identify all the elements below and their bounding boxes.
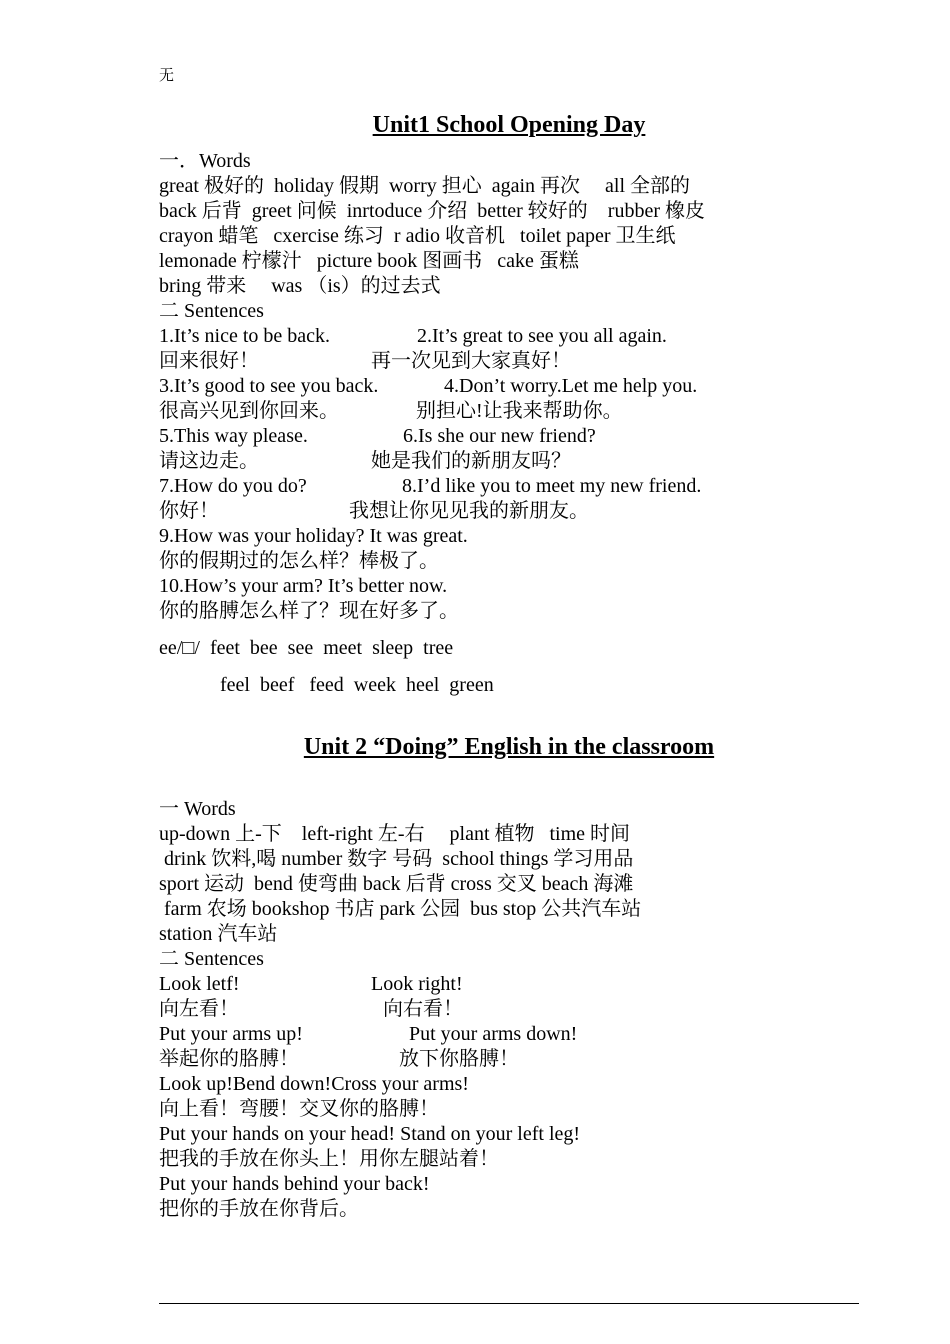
header-mark: 无 [159, 68, 175, 84]
sentence-zh: 再一次见到大家真好！ [371, 350, 571, 372]
unit2-word-line: farm 农场 bookshop 书店 park 公园 bus stop 公共汽车站 [159, 898, 642, 920]
sentence-en: 7.How do you do? [159, 475, 307, 497]
sentence-en: Put your arms up! [159, 1023, 303, 1045]
sentence-zh: 请这边走。 [159, 450, 259, 472]
unit1-word-line: bring 带来 was （is）的过去式 [159, 275, 441, 297]
sentence-zh: 向右看！ [383, 998, 463, 1020]
sentence-en: Look letf! [159, 973, 240, 995]
footer-rule [159, 1303, 859, 1304]
sentence-zh: 她是我们的新朋友吗？ [371, 450, 571, 472]
phonics-line: ee/□/ feet bee see meet sleep tree [159, 637, 454, 659]
unit1-title: Unit1 School Opening Day [372, 112, 646, 138]
unit1-sentences-heading: 二 Sentences [159, 300, 264, 322]
unit2-word-line: station 汽车站 [159, 923, 278, 945]
sentence-en: 10.How’s your arm? It’s better now. [159, 575, 448, 597]
sentence-en: Put your hands behind your back! [159, 1173, 430, 1195]
unit1-word-line: great 极好的 holiday 假期 worry 担心 again 再次 all 全部的 [159, 175, 691, 197]
sentence-zh: 别担心!让我来帮助你。 [416, 400, 623, 422]
phonics-line: feel beef feed week heel green [220, 674, 494, 696]
unit2-title: Unit 2 “Doing” English in the classroom [303, 734, 715, 760]
sentence-zh: 把你的手放在你背后。 [159, 1198, 359, 1220]
unit2-sentences-heading: 二 Sentences [159, 948, 264, 970]
sentence-en: Put your arms down! [409, 1023, 578, 1045]
sentence-zh: 举起你的胳膊！ [159, 1048, 299, 1070]
sentence-zh: 你的假期过的怎么样？棒极了。 [159, 550, 439, 572]
sentence-zh: 把我的手放在你头上！用你左腿站着！ [159, 1148, 499, 1170]
sentence-en: 8.I’d like you to meet my new friend. [402, 475, 702, 497]
sentence-en: Look right! [371, 973, 463, 995]
unit2-word-line: drink 饮料,喝 number 数字 号码 school things 学习用品 [159, 848, 634, 870]
unit1-word-line: crayon 蜡笔 cxercise 练习 r adio 收音机 toilet paper 卫生纸 [159, 225, 676, 247]
unit2-word-line: sport 运动 bend 使弯曲 back 后背 cross 交叉 beach 海滩 [159, 873, 634, 895]
sentence-en: 2.It’s great to see you all again. [417, 325, 667, 347]
sentence-zh: 很高兴见到你回来。 [159, 400, 339, 422]
sentence-zh: 我想让你见见我的新朋友。 [349, 500, 589, 522]
sentence-en: Put your hands on your head! Stand on your left leg! [159, 1123, 581, 1145]
unit1-word-line: lemonade 柠檬汁 picture book 图画书 cake 蛋糕 [159, 250, 579, 272]
sentence-zh: 向左看！ [159, 998, 239, 1020]
sentence-en: Look up!Bend down!Cross your arms! [159, 1073, 469, 1095]
sentence-zh: 放下你胳膊！ [399, 1048, 519, 1070]
sentence-en: 5.This way please. [159, 425, 308, 447]
sentence-en: 3.It’s good to see you back. [159, 375, 379, 397]
sentence-zh: 你的胳膊怎么样了？现在好多了。 [159, 600, 459, 622]
sentence-en: 1.It’s nice to be back. [159, 325, 331, 347]
sentence-zh: 回来很好！ [159, 350, 259, 372]
sentence-zh: 向上看！弯腰！交叉你的胳膊！ [159, 1098, 439, 1120]
unit1-words-heading: 一．Words [159, 150, 251, 172]
sentence-en: 9.How was your holiday? It was great. [159, 525, 468, 547]
unit2-word-line: up-down 上-下 left-right 左-右 plant 植物 time 时间 [159, 823, 631, 845]
unit2-words-heading: 一 Words [159, 798, 236, 820]
sentence-zh: 你好！ [159, 500, 219, 522]
sentence-en: 6.Is she our new friend? [403, 425, 596, 447]
unit1-word-line: back 后背 greet 问候 inrtoduce 介绍 better 较好的 rubber 橡皮 [159, 200, 705, 222]
sentence-en: 4.Don’t worry.Let me help you. [444, 375, 698, 397]
